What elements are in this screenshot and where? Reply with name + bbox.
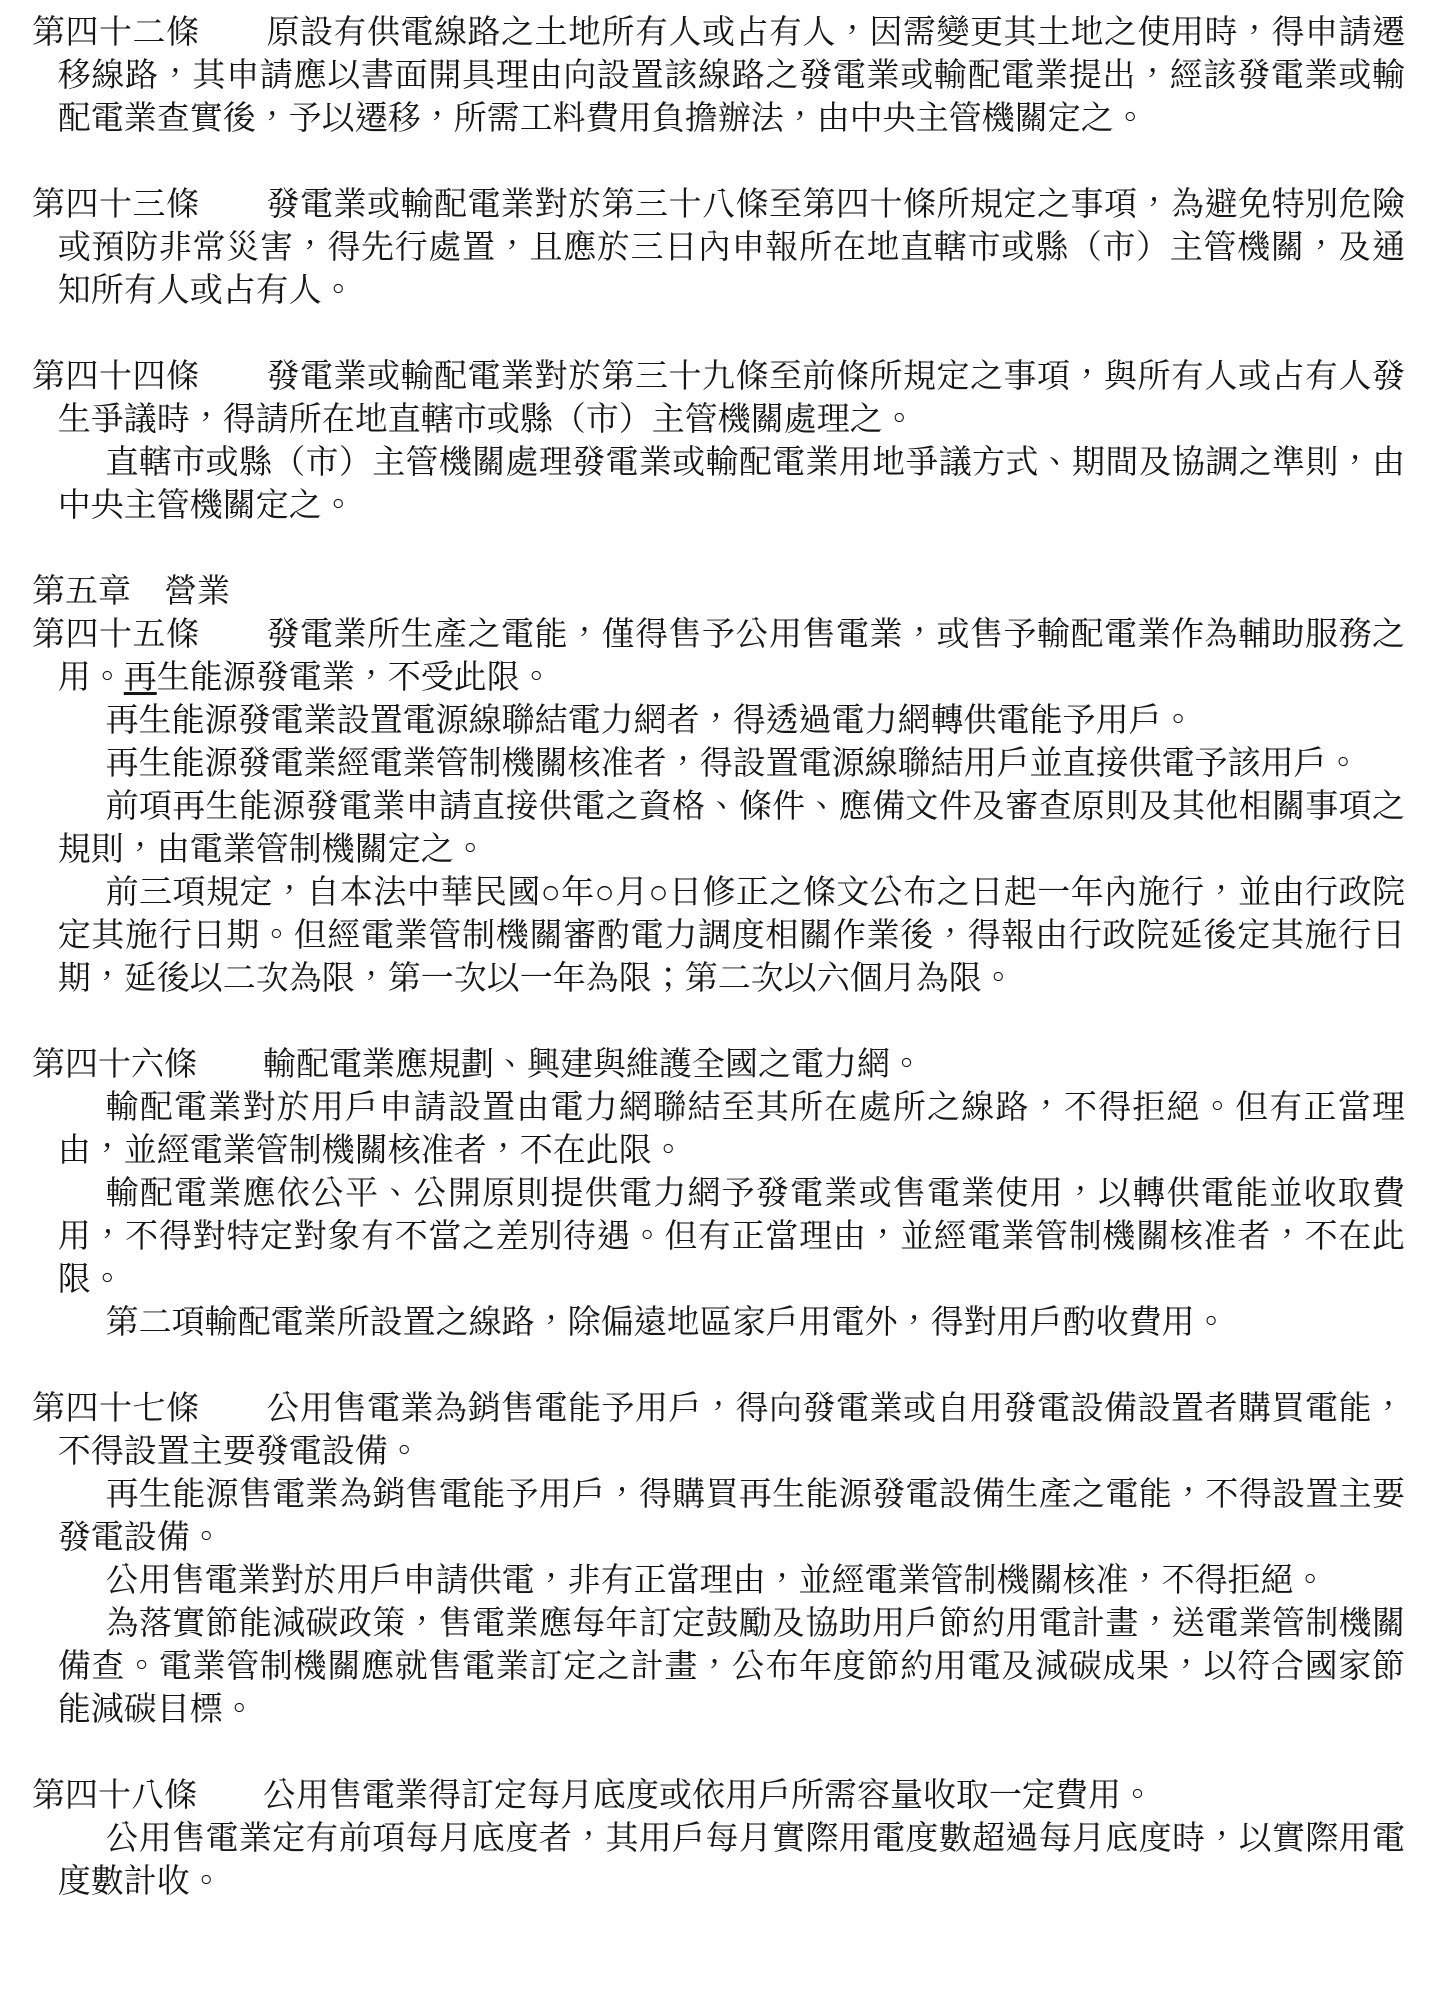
- text-run: 第五章 營業: [32, 574, 230, 610]
- text-run: 直轄市或縣（市）主管機關處理發電業或輸配電業用地爭議方式、期間及協調之準則，由中央主管機關定之。: [57, 445, 1405, 524]
- text-run: 第四十五條 發電業所生產之電能，僅得售予公用售電業，或售予輸配電業作為輔助服務之用。: [32, 617, 1405, 696]
- law-paragraph: [32, 743, 1405, 786]
- article-paragraph: [32, 12, 1405, 141]
- text-run: 第四十四條 發電業或輸配電業對於第三十九條至前條所規定之事項，與所有人或占有人發生爭議時，得請所在地直轄市或縣（市）主管機關處理之。: [32, 359, 1405, 438]
- law-paragraph: [32, 1173, 1405, 1302]
- article-paragraph: [32, 1775, 1405, 1818]
- chapter-heading: [32, 571, 1405, 614]
- text-run: 再生能源發電業設置電源線聯結電力網者，得透過電力網轉供電能予用戶。: [105, 703, 1195, 739]
- text-run: 第四十二條 原設有供電線路之土地所有人或占有人，因需變更其土地之使用時，得申請遷移線路，其申請應以書面開具理由向設置該線路之發電業或輸配電業提出，經該發電業或輸配電業查實後，予以遷移，所需工料費用負擔辦法，由中央主管機關定之。: [32, 15, 1405, 137]
- text-run: 輸配電業對於用戶申請設置由電力網聯結至其所在處所之線路，不得拒絕。但有正當理由，並經電業管制機關核准者，不在此限。: [57, 1090, 1405, 1169]
- article-paragraph: [32, 1044, 1405, 1087]
- text-run: 前三項規定，自本法中華民國○年○月○日修正之條文公布之日起一年內施行，並由行政院定其施行日期。但經電業管制機關審酌電力調度相關作業後，得報由行政院延後定其施行日期，延後以二次為限，第一次以一年為限；第二次以六個月為限。: [57, 875, 1405, 997]
- text-run: 第四十六條 輸配電業應規劃、興建與維護全國之電力網。: [32, 1047, 923, 1083]
- text-run: 公用售電業定有前項每月底度者，其用戶每月實際用電度數超過每月底度時，以實際用電度數計收。: [57, 1821, 1405, 1900]
- law-paragraph: [32, 700, 1405, 743]
- text-run: 再生能源售電業為銷售電能予用戶，得購買再生能源發電設備生產之電能，不得設置主要發電設備。: [57, 1477, 1405, 1556]
- law-paragraph: [32, 442, 1405, 528]
- text-run: 輸配電業應依公平、公開原則提供電力網予發電業或售電業使用，以轉供電能並收取費用，不得對特定對象有不當之差別待遇。但有正當理由，並經電業管制機關核准者，不在此限。: [57, 1176, 1405, 1298]
- underlined-amendment-text: 再: [123, 660, 157, 696]
- law-paragraph: [32, 1560, 1405, 1603]
- law-paragraph: [32, 1087, 1405, 1173]
- text-run: 生能源發電業，不受此限。: [156, 660, 553, 696]
- article-paragraph: [32, 184, 1405, 313]
- article-paragraph: [32, 1388, 1405, 1474]
- law-paragraph: [32, 1818, 1405, 1904]
- law-paragraph: [32, 1603, 1405, 1732]
- law-paragraph: [32, 872, 1405, 1001]
- text-run: 第四十八條 公用售電業得訂定每月底度或依用戶所需容量收取一定費用。: [32, 1778, 1154, 1814]
- law-paragraph: [32, 1302, 1405, 1345]
- text-run: 為落實節能減碳政策，售電業應每年訂定鼓勵及協助用戶節約用電計畫，送電業管制機關備查。電業管制機關應就售電業訂定之計畫，公布年度節約用電及減碳成果，以符合國家節能減碳目標。: [57, 1606, 1405, 1728]
- law-text: [32, 12, 1405, 1904]
- law-paragraph: [32, 786, 1405, 872]
- text-run: 第二項輸配電業所設置之線路，除偏遠地區家戶用電外，得對用戶酌收費用。: [105, 1305, 1228, 1341]
- text-run: 第四十七條 公用售電業為銷售電能予用戶，得向發電業或自用發電設備設置者購買電能，不得設置主要發電設備。: [32, 1391, 1405, 1470]
- text-run: 再生能源發電業經電業管制機關核准者，得設置電源線聯結用戶並直接供電予該用戶。: [105, 746, 1360, 782]
- text-run: 前項再生能源發電業申請直接供電之資格、條件、應備文件及審查原則及其他相關事項之規則，由電業管制機關定之。: [57, 789, 1405, 868]
- article-paragraph: [32, 614, 1405, 700]
- law-paragraph: [32, 1474, 1405, 1560]
- text-run: 公用售電業對於用戶申請供電，非有正當理由，並經電業管制機關核准，不得拒絕。: [105, 1563, 1327, 1599]
- article-paragraph: [32, 356, 1405, 442]
- text-run: 第四十三條 發電業或輸配電業對於第三十八條至第四十條所規定之事項，為避免特別危險或預防非常災害，得先行處置，且應於三日內申報所在地直轄市或縣（市）主管機關，及通知所有人或占有人。: [32, 187, 1405, 309]
